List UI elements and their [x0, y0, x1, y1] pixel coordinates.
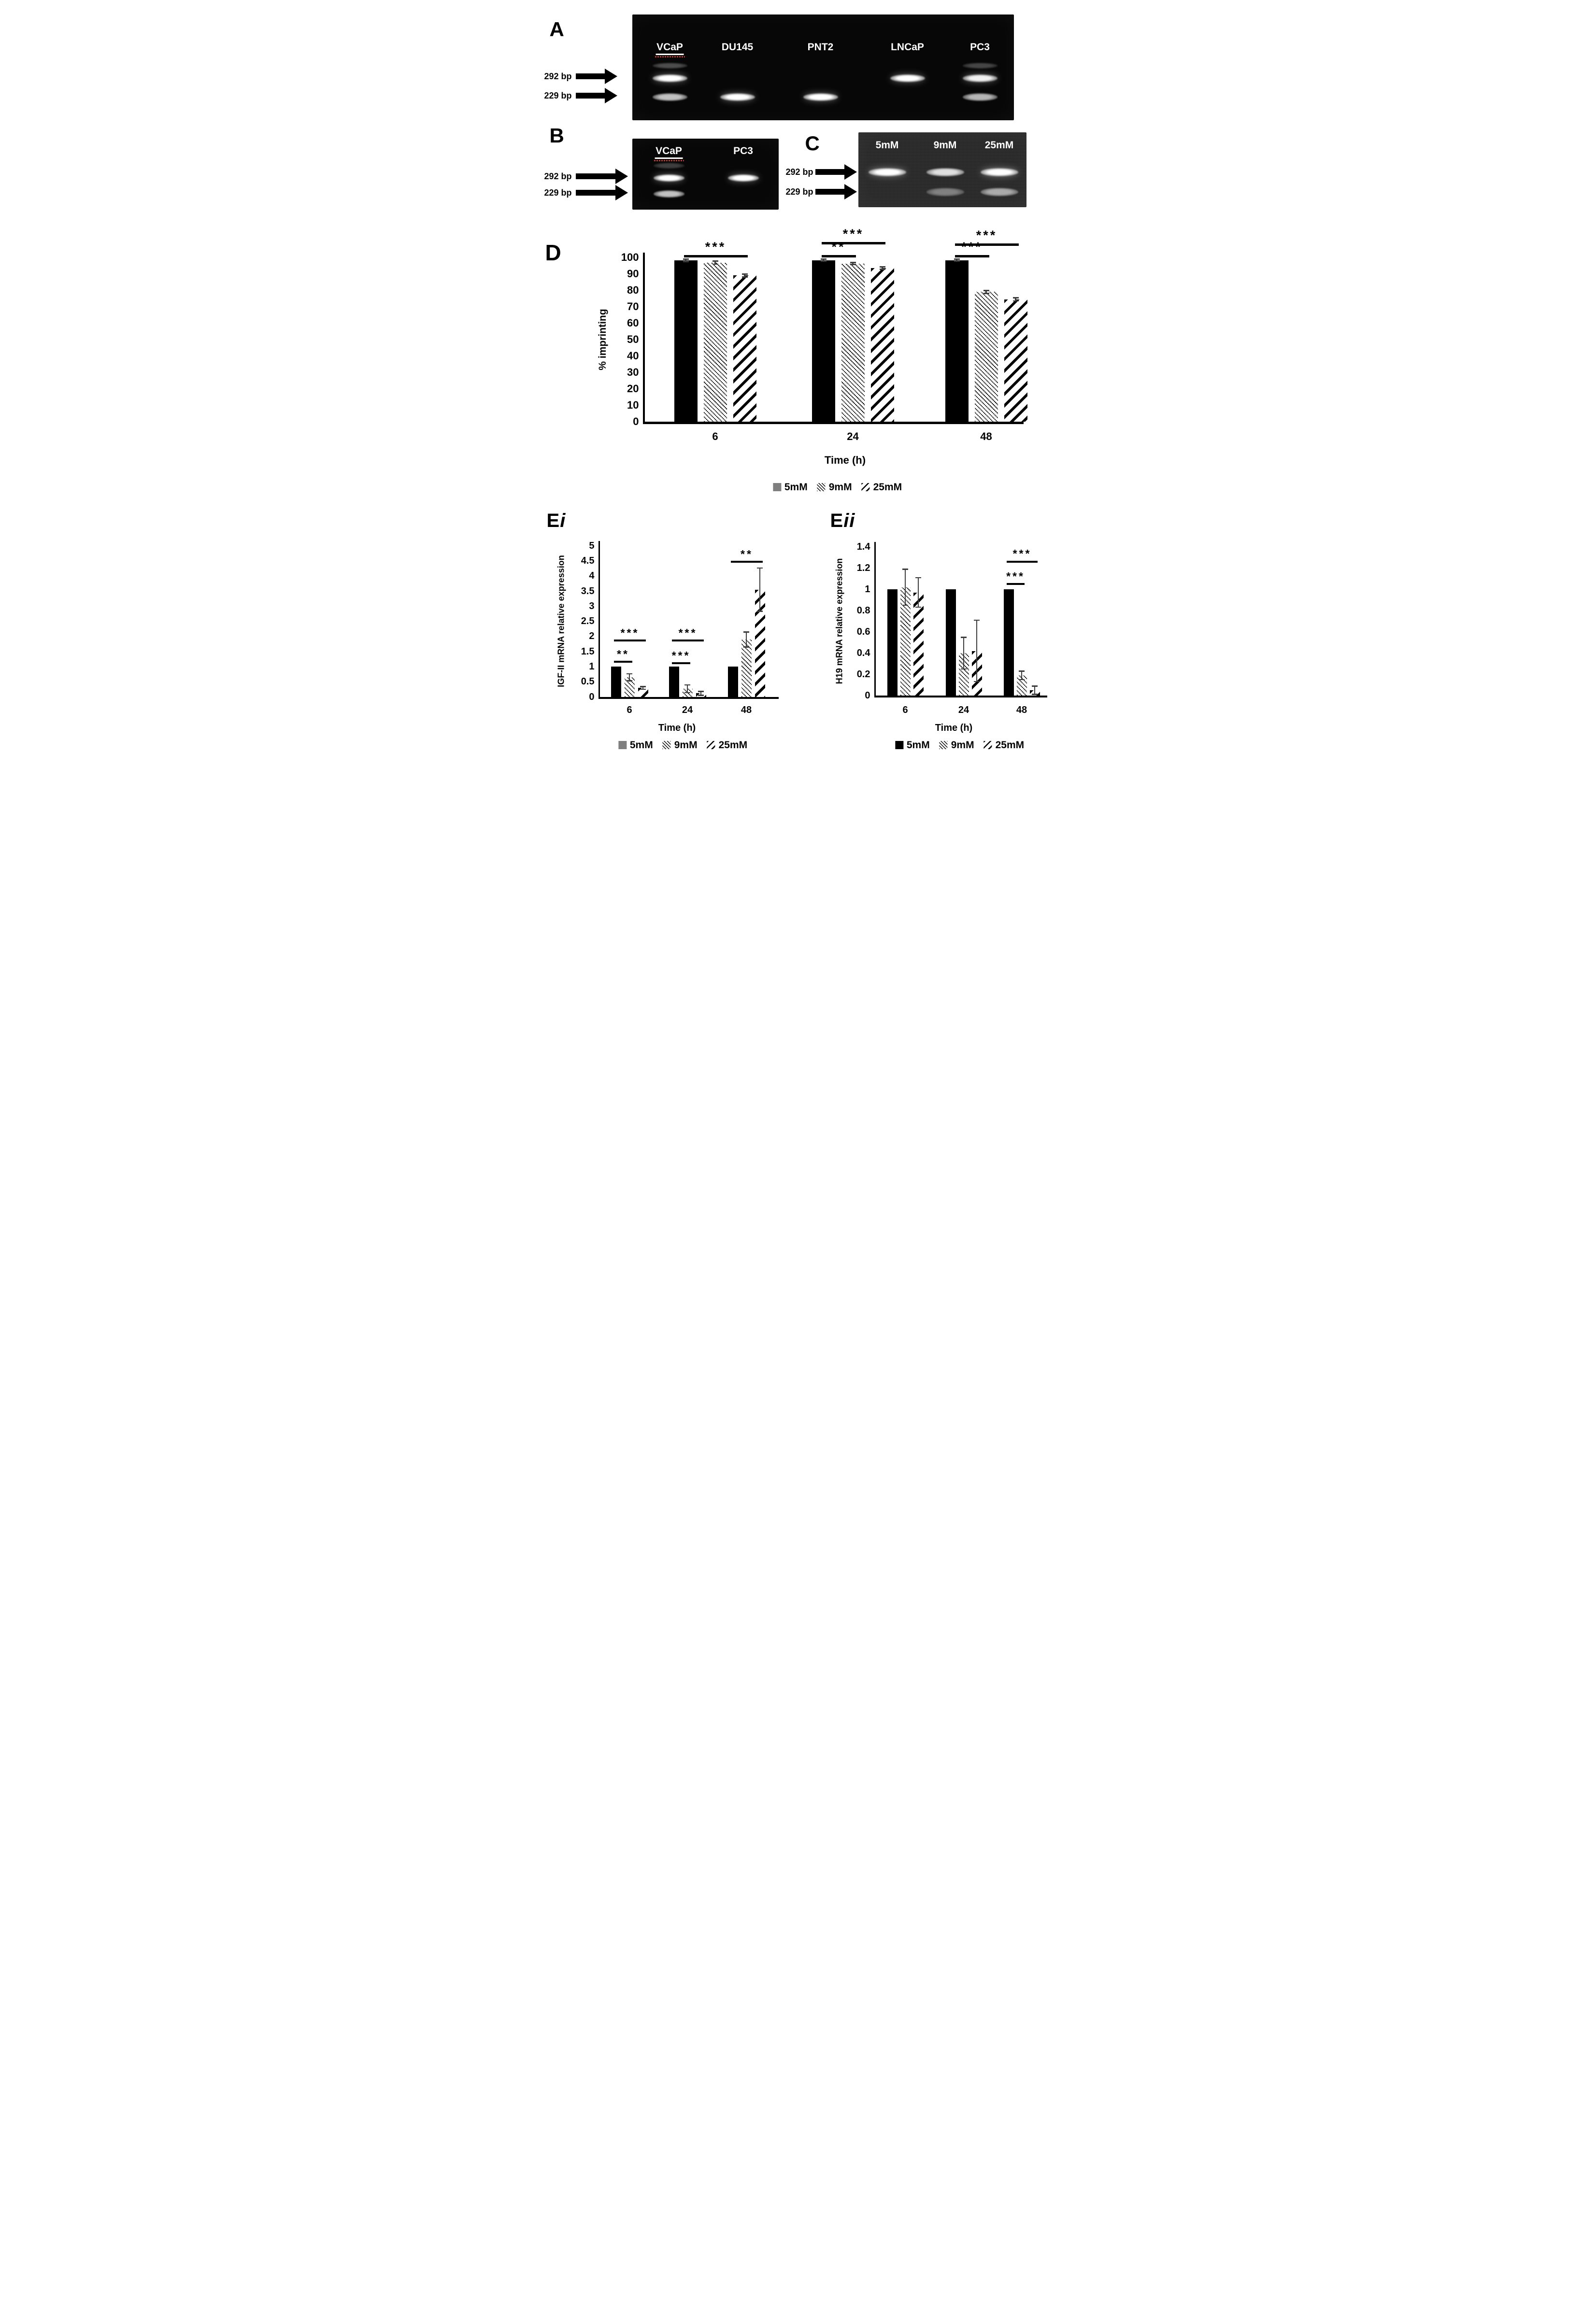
gel-band-292 — [653, 74, 687, 82]
y-tick-label: 0.4 — [856, 647, 870, 658]
error-bar-cap-bottom — [683, 261, 689, 262]
y-tick-label: 0.2 — [856, 668, 870, 680]
error-bar-cap-bottom — [974, 681, 980, 683]
error-bar-cap-top — [902, 569, 908, 570]
legend-marker-fine-hatch — [817, 483, 826, 491]
y-axis — [598, 541, 600, 699]
error-bar-cap-top — [742, 273, 748, 275]
x-tick-label: 24 — [958, 705, 969, 715]
error-bar-cap-top — [698, 691, 704, 692]
gel-band-229 — [926, 188, 964, 196]
legend — [895, 740, 1024, 750]
legend-item — [940, 740, 974, 750]
significance-stars: *** — [842, 226, 864, 241]
gel-band-292 — [869, 168, 906, 176]
size-marker-arrowhead — [844, 164, 857, 180]
error-bar-cap-top — [954, 258, 960, 260]
bar-5mM-6h — [887, 589, 898, 696]
significance-line — [1007, 561, 1038, 563]
size-marker-label: 229 bp — [785, 187, 813, 197]
x-tick-label: 24 — [847, 430, 859, 442]
error-bar-line — [1034, 686, 1035, 695]
size-marker-arrow — [576, 93, 605, 99]
size-marker-label: 292 bp — [544, 171, 572, 181]
y-tick-label: 30 — [627, 366, 639, 378]
size-marker-arrow — [576, 73, 605, 79]
y-tick-label: 40 — [627, 349, 639, 362]
legend-item — [663, 740, 698, 750]
y-tick-label: 20 — [627, 382, 639, 395]
error-bar-cap-top — [915, 577, 921, 579]
x-axis — [643, 422, 1024, 424]
y-axis-title: H19 mRNA relative expression — [834, 558, 844, 684]
gel-band-229 — [653, 93, 687, 101]
bar-5mM-48h — [945, 260, 969, 422]
error-bar-cap-bottom — [640, 689, 646, 690]
gel-lane-label: DU145 — [721, 42, 754, 53]
panel-a-label: A — [549, 18, 565, 41]
size-marker-arrowhead — [615, 169, 628, 184]
y-axis-title: IGF-II mRNA relative expression — [556, 555, 566, 687]
gel-lane-label: VCaP — [656, 42, 684, 55]
significance-line — [955, 255, 989, 257]
y-tick-label: 1.2 — [856, 562, 870, 573]
x-tick-label: 6 — [627, 705, 632, 715]
legend-marker-wide-hatch — [984, 741, 992, 749]
significance-stars: *** — [1006, 569, 1025, 583]
error-bar-cap-top — [640, 686, 646, 687]
y-tick-label: 1.5 — [581, 646, 595, 657]
legend — [773, 482, 902, 492]
x-tick-label: 6 — [712, 430, 718, 442]
x-axis-title: Time (h) — [935, 723, 973, 733]
legend-label: 5mM — [906, 739, 930, 751]
size-marker-arrow — [576, 173, 615, 179]
significance-stars: *** — [705, 240, 727, 255]
x-tick-label: 48 — [1016, 705, 1027, 715]
error-bar-cap-top — [821, 258, 826, 260]
error-bar-cap-bottom — [983, 293, 989, 294]
error-bar-cap-bottom — [1032, 694, 1038, 695]
error-bar-cap-bottom — [712, 264, 718, 265]
gel-lane-label: PC3 — [970, 42, 990, 53]
x-axis-title: Time (h) — [824, 454, 866, 466]
y-tick-label: 60 — [627, 316, 639, 329]
gel-lane-label: LNCaP — [891, 42, 924, 53]
y-tick-label: 1 — [865, 583, 870, 595]
bar-5mM-24h — [946, 589, 956, 696]
significance-stars: *** — [620, 626, 640, 639]
legend — [618, 740, 747, 750]
y-tick-label: 1 — [589, 661, 595, 672]
error-bar-cap-top — [850, 262, 856, 263]
error-bar-cap-top — [712, 260, 718, 262]
gel-lane-label: PNT2 — [807, 42, 834, 53]
gel-band-smear — [653, 63, 687, 69]
bar-9mM-24h — [841, 264, 865, 422]
y-tick-label: 0.8 — [856, 605, 870, 616]
y-tick-label: 5 — [589, 540, 595, 551]
legend-label: 25mM — [873, 482, 902, 493]
significance-stars: ** — [741, 548, 753, 561]
size-marker-arrowhead — [605, 69, 617, 84]
bar-5mM-48h — [728, 667, 738, 697]
y-tick-label: 0 — [865, 690, 870, 701]
error-bar-cap-bottom — [880, 269, 885, 270]
y-tick-label: 50 — [627, 333, 639, 345]
gel-lane-label: VCaP — [655, 145, 683, 159]
gel-band-229 — [654, 190, 684, 198]
bar-5mM-24h — [812, 260, 835, 422]
panel-d-label: D — [545, 240, 562, 265]
y-tick-label: 0.6 — [856, 626, 870, 637]
y-axis-title: % imprinting — [597, 309, 608, 370]
error-bar-cap-bottom — [850, 264, 856, 265]
y-tick-label: 3.5 — [581, 585, 595, 597]
size-marker-label: 229 bp — [544, 91, 572, 100]
legend-item — [707, 740, 748, 750]
legend-item — [817, 482, 852, 492]
y-tick-label: 0.5 — [581, 676, 595, 687]
bar-5mM-6h — [674, 260, 698, 422]
significance-stars: *** — [671, 649, 691, 662]
x-axis — [598, 697, 779, 699]
significance-line — [614, 640, 646, 641]
x-tick-label: 6 — [902, 705, 908, 715]
significance-stars: ** — [831, 240, 846, 255]
gel-band-292 — [981, 168, 1018, 176]
error-bar-cap-bottom — [915, 607, 921, 608]
error-bar-line — [1021, 671, 1022, 680]
significance-line — [672, 662, 690, 664]
y-axis — [643, 253, 645, 424]
legend-label: 25mM — [995, 739, 1025, 751]
significance-line — [1007, 583, 1025, 585]
gel-band-292 — [963, 74, 998, 82]
bar-5mM-6h — [611, 667, 621, 697]
significance-stars: *** — [976, 228, 998, 243]
bar-25mM-24h — [871, 268, 894, 422]
legend-label: 9mM — [674, 739, 698, 751]
size-marker-arrowhead — [615, 185, 628, 200]
bar-5mM-24h — [669, 667, 679, 697]
error-bar-cap-top — [880, 266, 885, 268]
legend-item — [618, 740, 653, 750]
bar-25mM-48h — [1004, 299, 1027, 422]
gel-lane-label: 5mM — [875, 140, 899, 151]
gel-band-292 — [654, 174, 684, 182]
gel-lane-label: PC3 — [733, 145, 753, 156]
error-bar-cap-bottom — [742, 276, 748, 278]
x-axis-title: Time (h) — [658, 723, 696, 733]
y-tick-label: 2.5 — [581, 616, 595, 627]
gel-band-292 — [926, 168, 964, 176]
significance-stars: *** — [1012, 547, 1032, 560]
gel-band-smear — [654, 163, 684, 169]
y-tick-label: 80 — [627, 284, 639, 296]
legend-marker-wide-hatch — [862, 483, 870, 491]
y-tick-label: 70 — [627, 300, 639, 313]
legend-marker-solid — [618, 741, 627, 749]
legend-marker-wide-hatch — [707, 741, 715, 749]
legend-item — [895, 740, 930, 750]
error-bar-line — [905, 569, 906, 605]
error-bar-cap-bottom — [1013, 300, 1019, 302]
error-bar-cap-bottom — [1019, 679, 1025, 681]
significance-stars: ** — [617, 647, 629, 660]
size-marker-arrow — [815, 169, 844, 175]
gel-band-229 — [981, 188, 1018, 196]
error-bar-cap-top — [684, 684, 690, 686]
error-bar-cap-top — [961, 637, 967, 638]
gel-image — [632, 139, 779, 210]
gel-band-229 — [720, 93, 755, 101]
error-bar-cap-bottom — [902, 605, 908, 606]
error-bar-cap-top — [1013, 297, 1019, 299]
gel-band-229 — [803, 93, 838, 101]
significance-line — [672, 640, 704, 641]
bar-25mM-6h — [733, 275, 756, 422]
error-bar-cap-top — [743, 631, 749, 633]
gel-band-smear — [963, 63, 998, 69]
error-bar-cap-bottom — [757, 611, 763, 612]
error-bar-cap-bottom — [684, 692, 690, 694]
error-bar-cap-top — [1032, 685, 1038, 687]
size-marker-label: 292 bp — [544, 71, 572, 81]
error-bar-cap-top — [627, 673, 632, 675]
error-bar-cap-top — [757, 568, 763, 569]
gel-band-229 — [963, 93, 998, 101]
legend-label: 9mM — [951, 739, 974, 751]
significance-line — [822, 242, 885, 244]
error-bar-line — [963, 637, 964, 669]
error-bar-cap-bottom — [627, 680, 632, 682]
bar-25mM-6h — [913, 593, 924, 696]
y-tick-label: 0 — [589, 691, 595, 702]
x-tick-label: 24 — [682, 705, 693, 715]
legend-item — [773, 482, 808, 492]
panel-eii-label: Eii — [830, 510, 855, 531]
size-marker-label: 229 bp — [544, 188, 572, 198]
legend-marker-fine-hatch — [940, 741, 948, 749]
y-tick-label: 100 — [621, 251, 639, 263]
significance-line — [684, 255, 748, 257]
y-tick-label: 2 — [589, 631, 595, 642]
legend-label: 5mM — [629, 739, 653, 751]
x-tick-label: 48 — [741, 705, 752, 715]
legend-marker-solid — [773, 483, 781, 491]
legend-label: 5mM — [784, 482, 808, 493]
bar-9mM-48h — [741, 640, 752, 697]
y-tick-label: 10 — [627, 398, 639, 411]
size-marker-label: 292 bp — [785, 167, 813, 177]
gel-band-292 — [728, 174, 759, 182]
y-tick-label: 4.5 — [581, 555, 595, 566]
gel-lane-label: 25mM — [984, 140, 1014, 151]
bar-9mM-6h — [704, 263, 727, 422]
significance-line — [822, 255, 856, 257]
y-tick-label: 0 — [633, 415, 639, 427]
significance-stars: *** — [961, 240, 983, 255]
legend-marker-fine-hatch — [663, 741, 671, 749]
y-tick-label: 3 — [589, 600, 595, 611]
error-bar-cap-top — [683, 258, 689, 260]
error-bar-cap-top — [974, 620, 980, 621]
panel-c-label: C — [805, 132, 820, 155]
lane-label-underline-squiggle — [655, 56, 685, 57]
error-bar-cap-top — [1019, 670, 1025, 672]
x-axis — [874, 696, 1047, 697]
error-bar-line — [746, 632, 747, 647]
y-tick-label: 90 — [627, 267, 639, 280]
gel-lane-label: 9mM — [933, 140, 957, 151]
size-marker-arrowhead — [844, 184, 857, 199]
legend-marker-solid — [895, 741, 903, 749]
y-tick-label: 1.4 — [856, 541, 870, 552]
error-bar-line — [918, 578, 919, 608]
size-marker-arrow — [815, 189, 844, 195]
size-marker-arrow — [576, 190, 615, 196]
significance-line — [731, 561, 763, 563]
legend-item — [862, 482, 902, 492]
y-tick-label: 4 — [589, 570, 595, 582]
bar-5mM-48h — [1004, 589, 1014, 696]
error-bar-cap-bottom — [821, 261, 826, 262]
significance-line — [614, 661, 632, 663]
panel-ei-label: Ei — [546, 510, 566, 531]
error-bar-cap-bottom — [698, 695, 704, 696]
x-tick-label: 48 — [980, 430, 992, 442]
legend-label: 25mM — [718, 739, 748, 751]
error-bar-cap-top — [983, 290, 989, 291]
legend-item — [984, 740, 1025, 750]
significance-stars: *** — [678, 626, 698, 639]
error-bar-line — [759, 568, 760, 611]
y-axis — [874, 542, 876, 697]
error-bar-line — [976, 620, 977, 682]
legend-label: 9mM — [828, 482, 852, 493]
error-bar-cap-bottom — [743, 646, 749, 648]
error-bar-cap-bottom — [961, 668, 967, 670]
panel-b-label: B — [549, 124, 565, 147]
lane-label-underline-squiggle — [654, 160, 684, 161]
gel-image — [632, 14, 1014, 120]
size-marker-arrowhead — [605, 88, 617, 103]
error-bar-cap-bottom — [954, 261, 960, 262]
figure-canvas — [532, 0, 1064, 773]
bar-9mM-48h — [975, 292, 998, 422]
gel-band-292 — [890, 74, 925, 82]
